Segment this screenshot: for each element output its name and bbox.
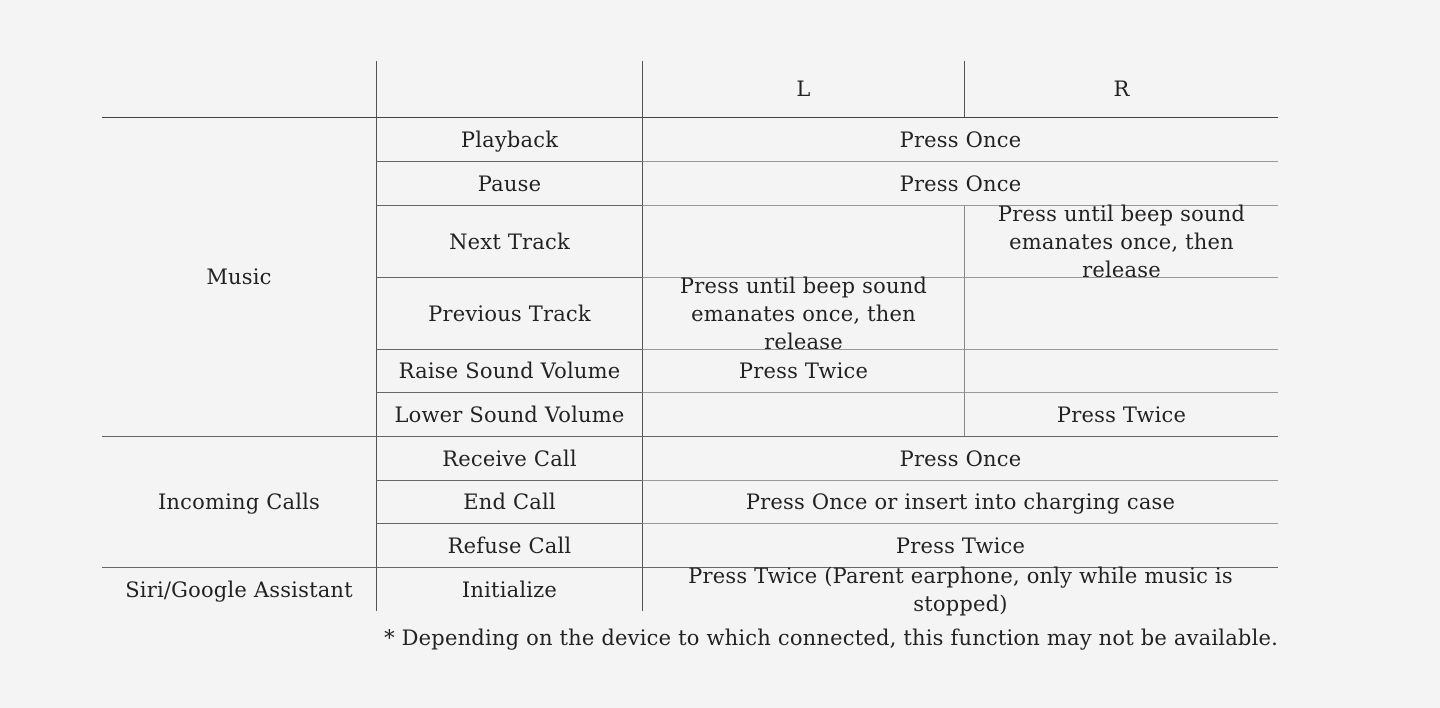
footnote: * Depending on the device to which connected, this function may not be available. <box>384 626 1278 650</box>
value-pause: Press Once <box>642 161 1278 205</box>
value-end-call: Press Once or insert into charging case <box>642 480 1278 523</box>
action-initialize: Initialize <box>376 567 642 611</box>
value-initialize: Press Twice (Parent earphone, only while music is stopped) <box>642 567 1278 611</box>
value-previous-track-r <box>964 277 1278 349</box>
value-receive-call: Press Once <box>642 436 1278 480</box>
value-refuse-call: Press Twice <box>642 523 1278 567</box>
action-lower-volume: Lower Sound Volume <box>376 392 642 436</box>
action-end-call: End Call <box>376 480 642 523</box>
action-receive-call: Receive Call <box>376 436 642 480</box>
header-r: R <box>964 61 1278 117</box>
value-playback: Press Once <box>642 117 1278 161</box>
action-pause: Pause <box>376 161 642 205</box>
action-raise-volume: Raise Sound Volume <box>376 349 642 392</box>
value-next-track-r: Press until beep sound emanates once, then release <box>964 205 1278 277</box>
value-lower-volume-l <box>642 392 964 436</box>
action-refuse-call: Refuse Call <box>376 523 642 567</box>
header-empty-action <box>376 61 642 117</box>
group-incoming-calls: Incoming Calls <box>102 436 376 567</box>
value-next-track-l <box>642 205 964 277</box>
value-raise-volume-l: Press Twice <box>642 349 964 392</box>
value-raise-volume-r <box>964 349 1278 392</box>
controls-table <box>102 61 1278 616</box>
action-playback: Playback <box>376 117 642 161</box>
value-lower-volume-r: Press Twice <box>964 392 1278 436</box>
group-music: Music <box>102 117 376 436</box>
group-assistant: Siri/Google Assistant <box>102 567 376 611</box>
action-previous-track: Previous Track <box>376 277 642 349</box>
header-l: L <box>642 61 964 117</box>
header-empty-group <box>102 61 376 117</box>
value-previous-track-l: Press until beep sound emanates once, then release <box>642 277 964 349</box>
action-next-track: Next Track <box>376 205 642 277</box>
